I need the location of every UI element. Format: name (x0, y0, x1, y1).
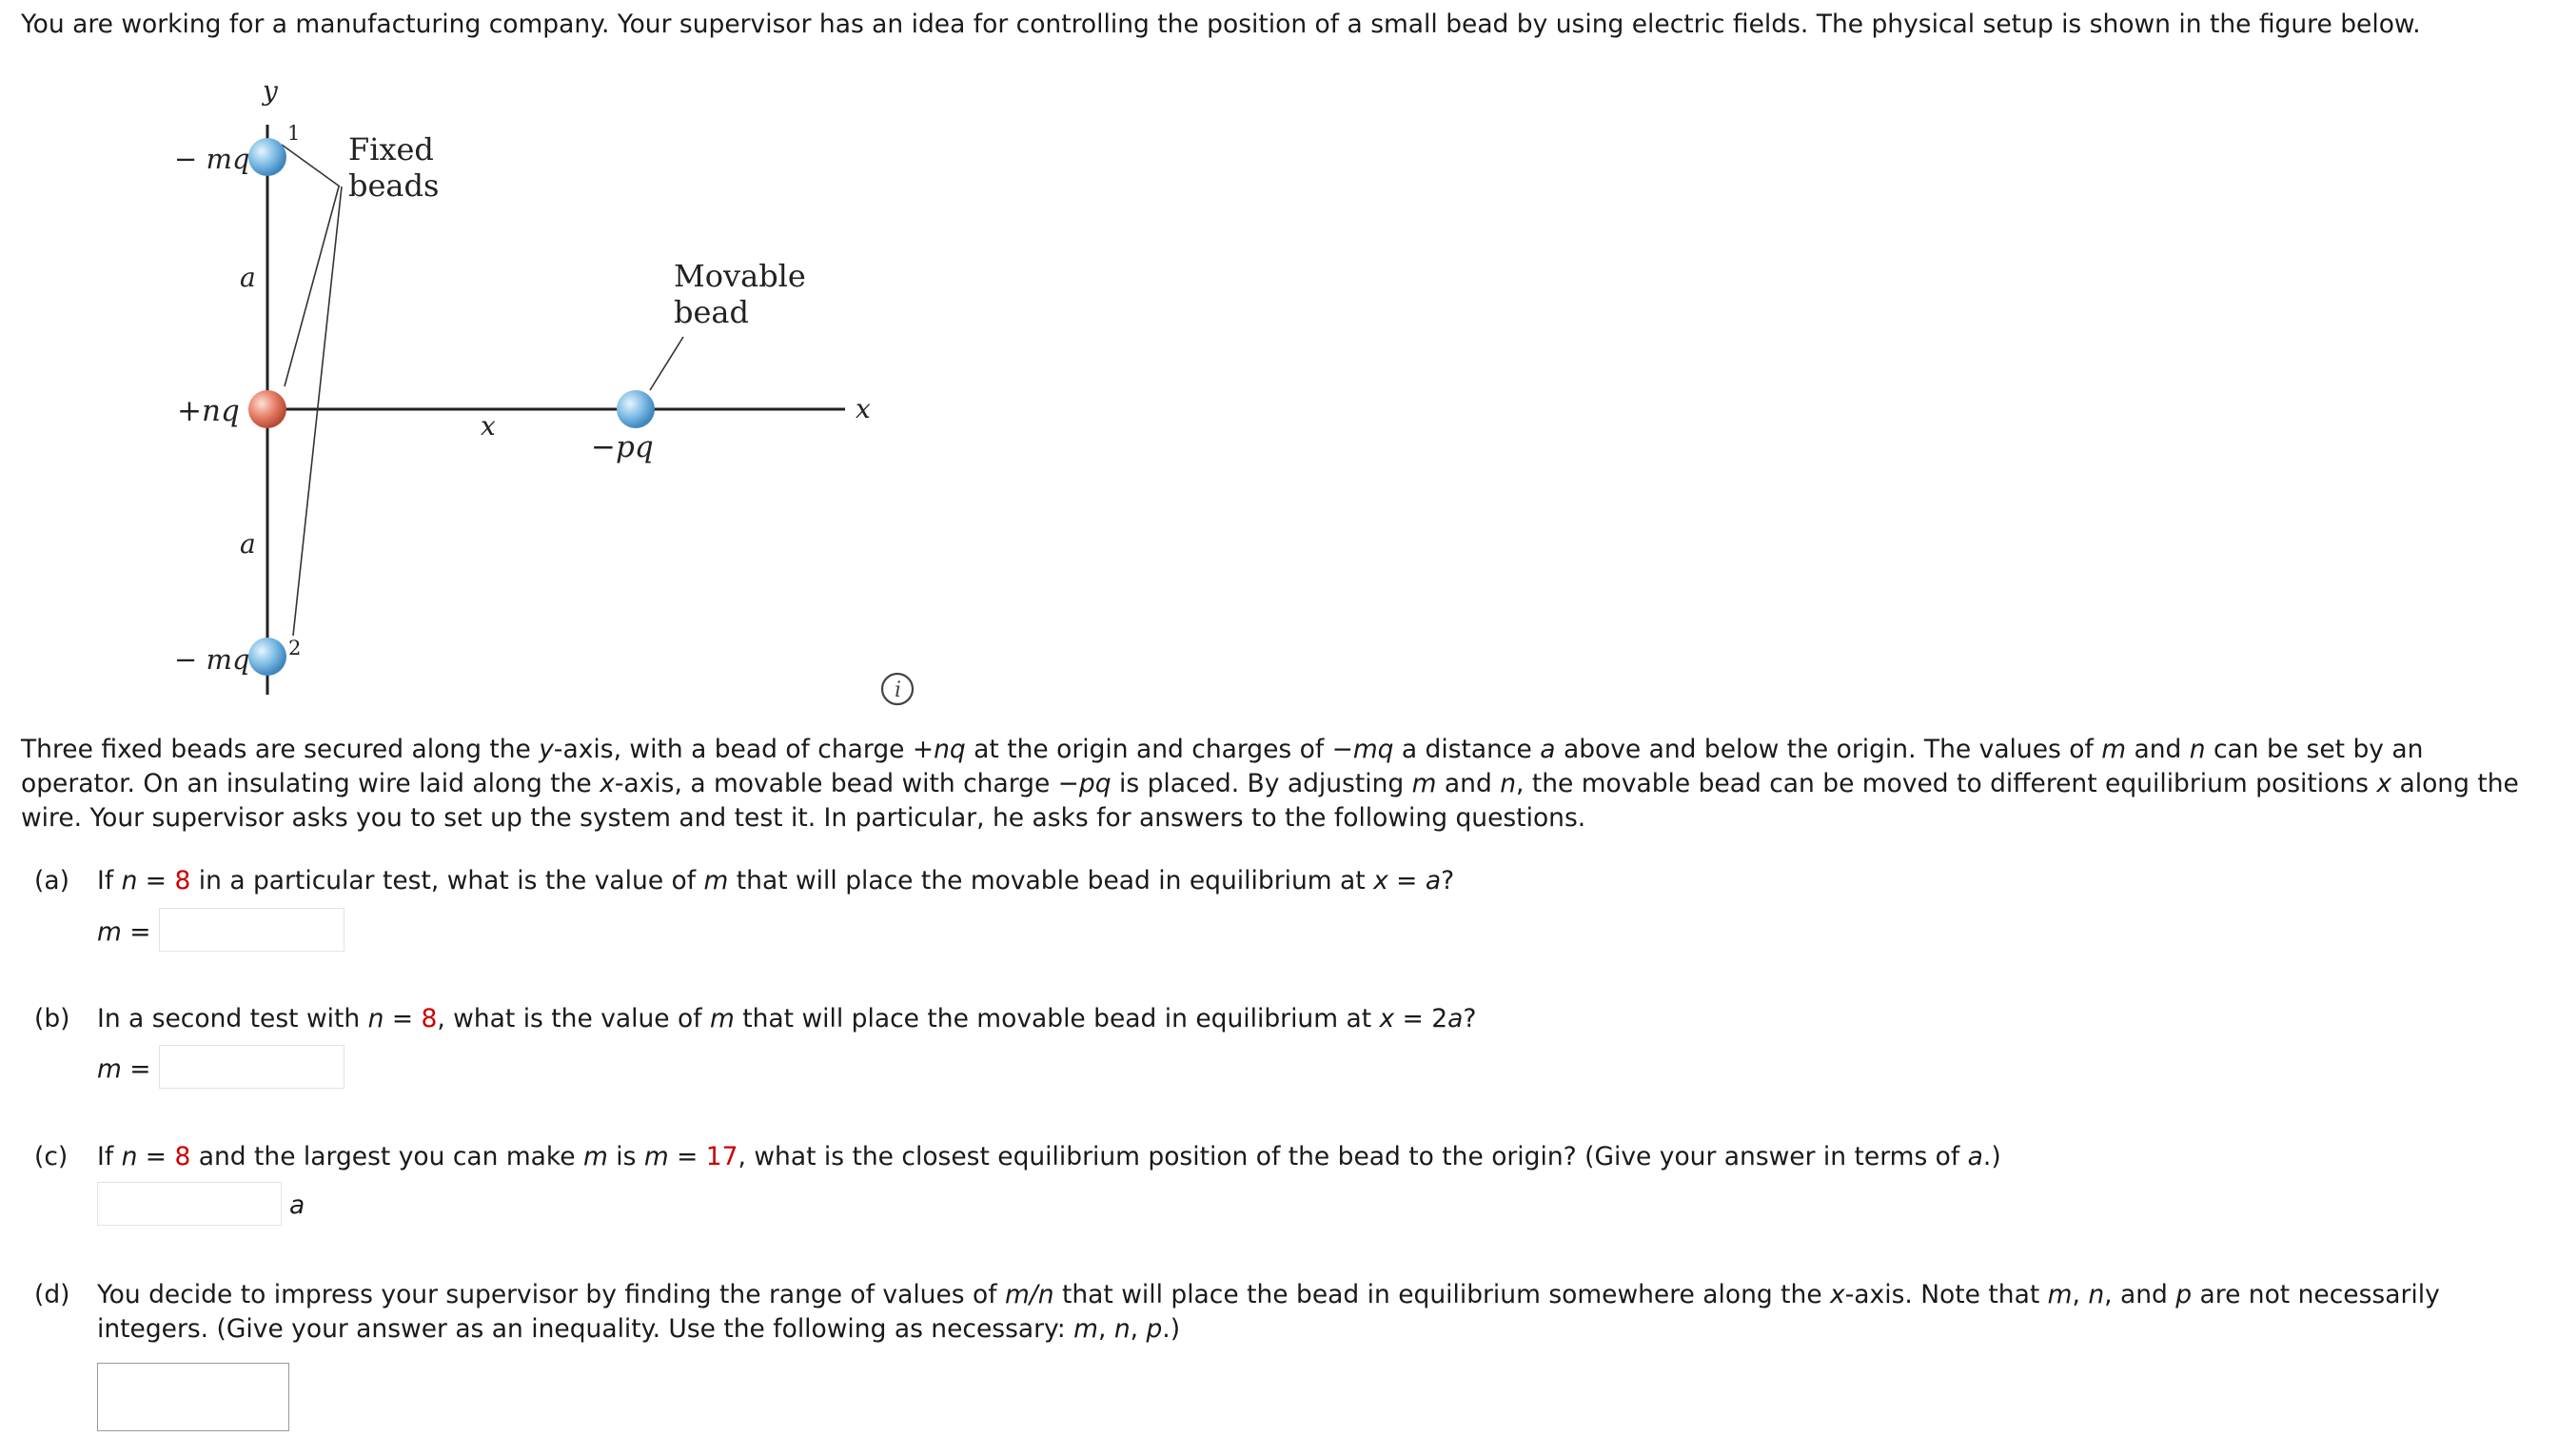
part-b-question: In a second test with n = 8, what is the value of m that will place the movable bead in equilibrium at x = 2a? (97, 1004, 1477, 1033)
problem-statement: Three fixed beads are secured along the y-axis, with a bead of charge +nq at the origin and charges of −mq a distance a above and below the origin. The values of m and n can be set by an operator. On an insulating wire laid along the x-axis, a movable bead with charge −pq is placed. By adjusting m and n, the movable bead can be moved to different equilibrium positions x along the wire. Your supervisor asks you to set up the system and test it. In particular, he asks for answers to the following questions. (21, 735, 2519, 833)
y-axis-label: y (263, 75, 278, 107)
fixed-bead-bottom (248, 638, 286, 676)
distance-a-bottom: a (240, 528, 256, 560)
bead-number-1: 1 (287, 122, 301, 145)
info-icon[interactable] (879, 671, 915, 707)
part-c (34, 1140, 2528, 1178)
part-a-question: If n = 8 in a particular test, what is the value of m that will place the movable bead in equilibrium at x = a? (97, 866, 1455, 895)
part-b (34, 1002, 2528, 1040)
fixed-bead-origin (248, 390, 286, 428)
part-a (34, 864, 2528, 902)
leader-line (282, 145, 340, 187)
movable-bead (617, 390, 655, 428)
fixed-bead-top (248, 138, 286, 176)
part-a-label: (a) (34, 866, 69, 895)
part-b-answer-input[interactable] (159, 1045, 344, 1089)
part-c-answer-input[interactable] (97, 1182, 282, 1226)
part-c-label: (c) (34, 1142, 69, 1171)
x-axis-label: x (856, 393, 871, 424)
middle-charge-label: +nq (177, 394, 240, 428)
fixed-beads-label-2: beads (348, 167, 440, 204)
movable-charge-label: −pq (591, 430, 654, 464)
part-b-answer-prefix: m = (97, 1054, 151, 1084)
intro-text: You are working for a manufacturing company. Your supervisor has an idea for controlling the position of a small bead by using electric fields. The physical setup is shown in the figure below. (21, 10, 2421, 39)
part-d-answer-input[interactable] (97, 1363, 289, 1431)
fixed-beads-label-1: Fixed (348, 131, 434, 167)
physics-figure (152, 72, 914, 719)
part-b-label: (b) (34, 1004, 70, 1033)
movable-bead-label-2: bead (674, 294, 749, 330)
bottom-charge-label: − mq (174, 643, 250, 676)
part-a-answer-prefix: m = (97, 917, 151, 947)
leader-line (293, 187, 342, 636)
leader-line (650, 337, 683, 390)
part-d (34, 1278, 2528, 1350)
top-charge-label: − mq (174, 143, 250, 175)
movable-bead-label-1: Movable (674, 258, 806, 294)
bead-number-2: 2 (288, 637, 302, 659)
part-d-question: You decide to impress your supervisor by finding the range of values of m/n that will place the bead in equilibrium somewhere along the x-axis. Note that m, n, and p are not necessarily integers. (Give your answer as an inequality. Use the following as necessary: m, n, p.) (97, 1280, 2440, 1344)
distance-a-top: a (240, 262, 256, 293)
part-c-answer-unit: a (289, 1190, 305, 1220)
x-distance-label: x (481, 410, 496, 442)
bead-diagram (152, 72, 914, 719)
part-a-answer-input[interactable] (159, 908, 344, 952)
info-icon-glyph: i (895, 679, 902, 702)
part-d-label: (d) (34, 1280, 70, 1309)
part-c-question: If n = 8 and the largest you can make m is m = 17, what is the closest equilibrium position of the bead to the origin? (Give your answer in terms of a.) (97, 1142, 2001, 1171)
